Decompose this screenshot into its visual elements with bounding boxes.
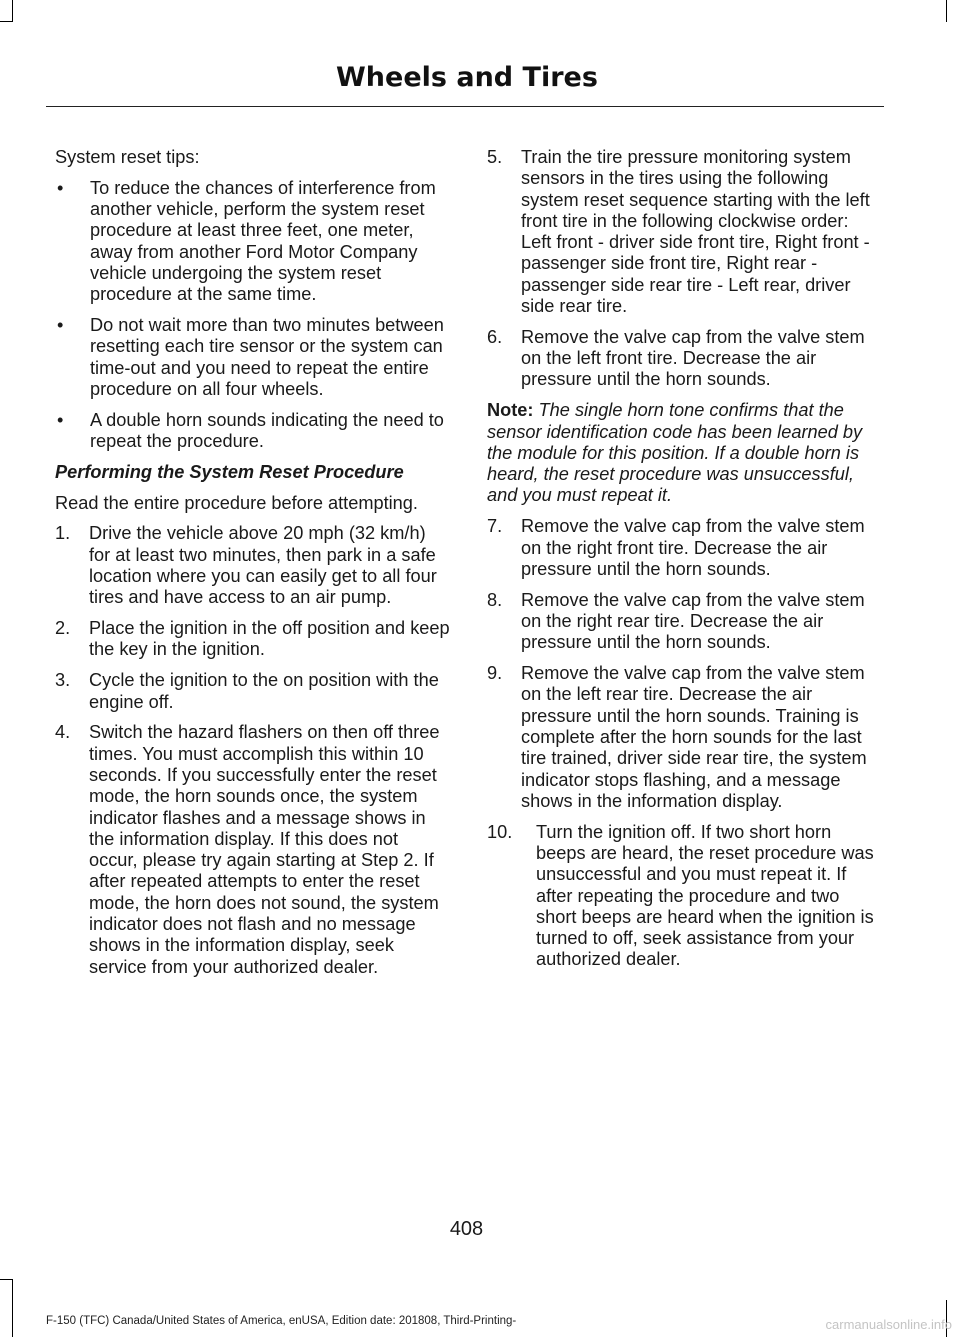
step-text: Remove the valve cap from the valve stem on the right rear tire. Decrease the air pressure until the horn sounds. [521,589,865,653]
procedure-step [55,722,451,978]
step-text: Drive the vehicle above 20 mph (32 km/h) for at least two minutes, then park in a safe location where you can easily get to all four tires and have access to an air pump. [89,523,437,608]
crop-mark-bottom-left-horizontal [0,1279,13,1280]
step-text: Turn the ignition off. If two short horn beeps are heard, the reset procedure was unsuccessful and you must repeat it. If after repeating the procedure and two short beeps are heard when the ignition is turned to off, seek assistance from your authorized dealer. [536,821,874,970]
bullet-marker: • [57,177,64,198]
procedure-step [487,590,883,654]
page-number: 408 [449,1218,484,1240]
reset-tips-intro: System reset tips: [55,147,200,167]
procedure-step [487,822,883,971]
step-number: 10. [487,821,513,842]
bullet-marker: • [57,315,64,336]
step-text: Remove the valve cap from the valve stem on the right front tire. Decrease the air pressure until the horn sounds. [521,516,865,579]
edition-footer: F-150 (TFC) Canada/United States of America, enUSA, Edition date: 201808, Third-Printing- [46,1315,517,1327]
step-text: Train the tire pressure monitoring system sensors in the tires using the following system reset sequence starting with the left front tire in the following clockwise order: Left front - driver side front tire, Right front - passenger side front tire, Right rear - passenger side rear tire - Left rear, driver side rear tire. [521,147,870,317]
procedure-step [55,670,451,713]
crop-mark-top-right [946,0,947,22]
note-text: The single horn tone confirms that the sensor identification code has been learned by the module for this position. If a double horn is heard, the reset procedure was unsuccessful, and you must repeat it. [487,400,863,506]
crop-mark-bottom-left-vertical [12,1279,13,1337]
step-text: Place the ignition in the off position and keep the key in the ignition. [89,618,450,660]
procedure-step [487,516,883,580]
tip-item [55,178,451,306]
crop-mark-top-left-horizontal [0,21,13,22]
crop-mark-top-left-vertical [12,0,13,22]
note-paragraph [487,400,883,506]
step-text: Remove the valve cap from the valve stem on the left front tire. Decrease the air pressure until the horn sounds. [521,326,865,390]
note-label: Note: [487,400,534,421]
procedure-step [487,663,883,812]
step-text: Remove the valve cap from the valve stem on the left rear tire. Decrease the air pressure until the horn sounds. Training is complete after the horn sounds for the last tire trained, driver side rear tire, the system indicator stops flashing, and a message shows in the information display. [521,663,867,811]
tip-item [55,315,451,400]
left-column [55,147,451,987]
procedure-step [487,327,883,391]
step-text: Cycle the ignition to the on position with the engine off. [89,670,439,712]
procedure-step [487,147,883,317]
procedure-step [55,523,451,608]
procedure-step [55,618,451,661]
header-divider [46,106,884,107]
page-title: Wheels and Tires [336,62,598,93]
step-text: Switch the hazard flashers on then off three times. You must accomplish this within 10 seconds. If you successfully enter the reset mode, the horn sounds once, the system indicator flashes and a message shows in the information display. If this does not occur, please try again starting at Step 2. If after repeated attempts to enter the reset mode, the horn does not sound, the system indicator does not flash and no message shows in the information display, seek service from your authorized dealer. [89,722,440,977]
step-number: 2. [55,618,71,639]
step-number: 6. [487,326,503,347]
tip-text: Do not wait more than two minutes between resetting each tire sensor or the system can time-out and you need to repeat the entire procedure on all four wheels. [90,315,444,399]
right-column [487,147,883,980]
step-number: 7. [487,516,503,537]
tip-text: To reduce the chances of interference from another vehicle, perform the system reset procedure at least three feet, one meter, away from another Ford Motor Company vehicle undergoing the system reset procedure at the same time. [90,177,436,305]
bullet-marker: • [57,409,64,430]
section-subheading: Performing the System Reset Procedure [55,461,404,482]
read-procedure-note: Read the entire procedure before attempting. [55,492,418,513]
step-number: 9. [487,663,503,684]
watermark: carmanualsonline.info [825,1317,952,1332]
step-number: 1. [55,523,71,544]
tip-text: A double horn sounds indicating the need to repeat the procedure. [90,409,444,452]
step-number: 4. [55,722,71,743]
step-number: 8. [487,589,503,610]
step-number: 5. [487,147,503,167]
tip-item [55,410,451,453]
step-number: 3. [55,670,71,691]
